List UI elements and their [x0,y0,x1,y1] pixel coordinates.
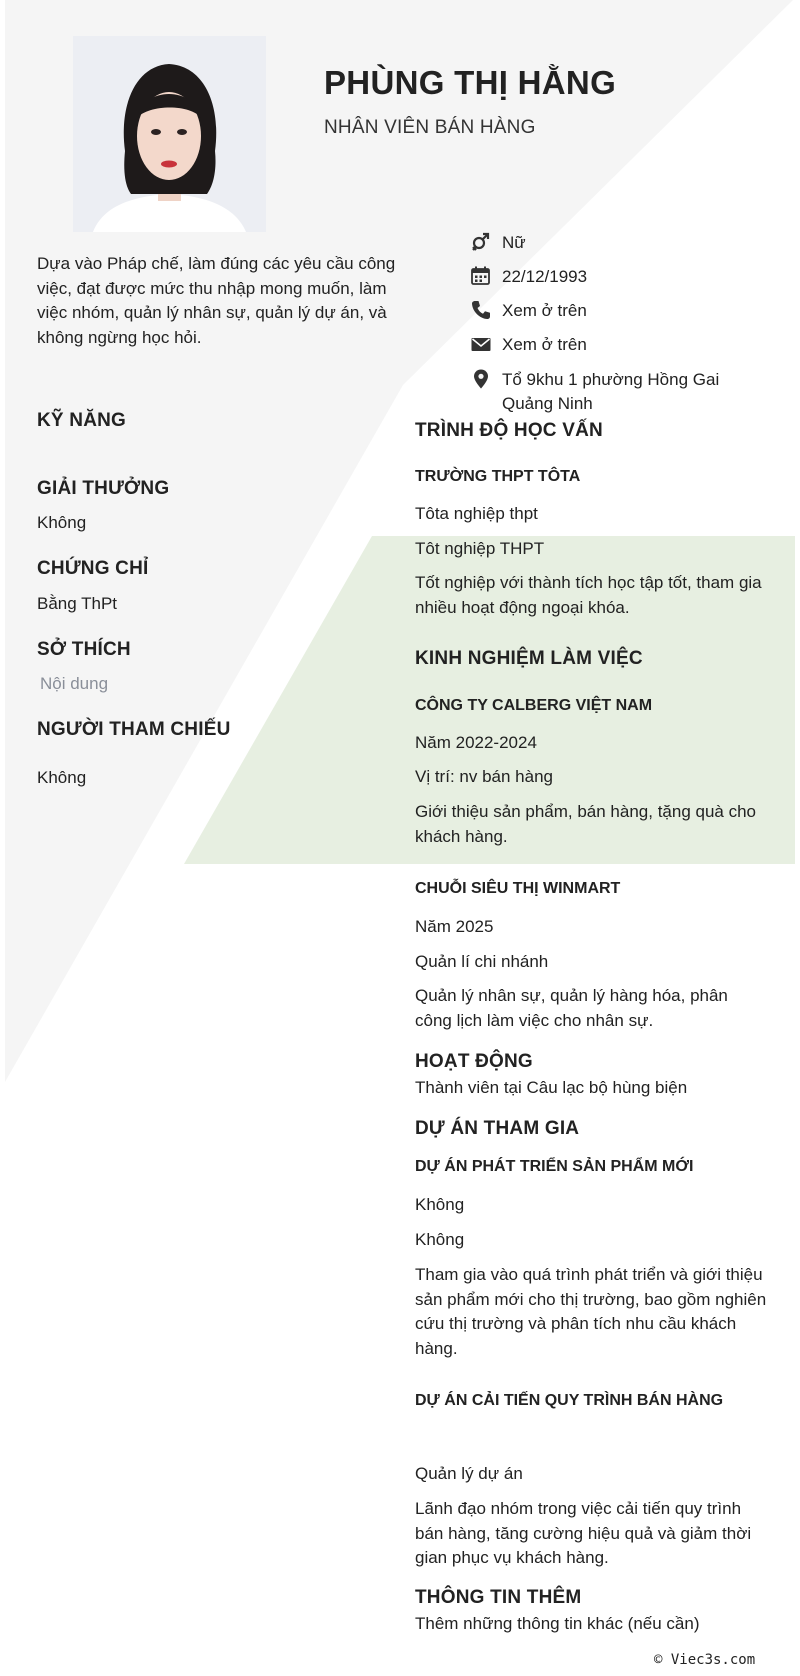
certificates-heading: CHỨNG CHỈ [37,558,149,579]
hobbies-heading: SỞ THÍCH [37,639,131,660]
email-icon [470,333,492,355]
hobbies-value: Nội dung [40,674,109,693]
watermark: © Viec3s.com [654,1652,756,1668]
project-2-title: DỰ ÁN CẢI TIẾN QUY TRÌNH BÁN HÀNG [415,1392,724,1409]
project-2-description: Lãnh đạo nhóm trong việc cải tiến quy trình bán hàng, tăng cường hiệu quả và giảm thời gian phục vụ khách hàng. [415,1499,752,1567]
project-1-description: Tham gia vào quá trình phát triển và giới thiệu sản phẩm mới cho thị trường, bao gồm nghiên cứu thị trường và phân tích nhu cầu khách hàng. [415,1265,767,1358]
education-heading: TRÌNH ĐỘ HỌC VẤN [415,420,603,441]
job-2-description: Quản lý nhân sự, quản lý hàng hóa, phân công lịch làm việc cho nhân sự. [415,986,728,1030]
job-1-company: CÔNG TY CALBERG VIỆT NAM [415,697,653,714]
awards-value: Không [37,513,87,532]
email-value: Xem ở trên [502,335,587,354]
phone-value: Xem ở trên [502,301,587,320]
project-2-line-2: Quản lý dự án [415,1464,523,1483]
gender-value: Nữ [502,233,526,252]
project-1-line-2: Không [415,1230,465,1249]
experience-heading: KINH NGHIỆM LÀM VIỆC [415,648,643,669]
contact-email [470,333,762,363]
job-title: NHÂN VIÊN BÁN HÀNG [324,117,536,138]
candidate-name: PHÙNG THỊ HẰNG [324,64,617,101]
contact-phone [470,299,762,329]
references-value: Không [37,768,87,787]
project-1-title: DỰ ÁN PHÁT TRIỂN SẢN PHẨM MỚI [415,1158,694,1175]
calendar-icon [470,265,492,287]
certificates-value: Bằng ThPt [37,594,118,613]
gender-icon [470,231,492,253]
skills-heading: KỸ NĂNG [37,410,127,431]
activities-heading: HOẠT ĐỘNG [415,1051,533,1072]
extra-info-heading: THÔNG TIN THÊM [415,1587,582,1608]
school-name: TRƯỜNG THPT TÔTA [415,468,581,485]
references-heading: NGƯỜI THAM CHIẾU [37,719,231,740]
location-icon [470,368,492,390]
extra-info-text: Thêm những thông tin khác (nếu cần) [415,1614,700,1633]
address-value: Tổ 9khu 1 phường Hồng Gai Quảng Ninh [502,370,720,413]
phone-icon [470,299,492,321]
career-objective: Dựa vào Pháp chế, làm đúng các yêu cầu công việc, đạt được mức thu nhập mong muốn, làm việc nhóm, quản lý nhân sự, quản lý dự án, và không ngừng học hỏi. [37,254,396,347]
activities-text: Thành viên tại Câu lạc bộ hùng biện [415,1078,688,1097]
job-2-period: Năm 2025 [415,917,494,936]
project-1-line-1: Không [415,1195,465,1214]
job-1-description: Giới thiệu sản phẩm, bán hàng, tặng quà cho khách hàng. [415,802,756,846]
projects-heading: DỰ ÁN THAM GIA [415,1118,580,1139]
birthday-value: 22/12/1993 [502,267,588,286]
awards-heading: GIẢI THƯỞNG [37,478,170,499]
contact-birthday [470,265,762,295]
education-line-2: Tôt nghiệp THPT [415,539,545,558]
education-line-1: Tôta nghiệp thpt [415,504,538,523]
job-2-company: CHUỖI SIÊU THỊ WINMART [415,880,621,897]
education-description: Tốt nghiệp với thành tích học tập tốt, tham gia nhiều hoạt động ngoại khóa. [415,573,762,617]
contact-gender [470,231,762,261]
job-2-position: Quản lí chi nhánh [415,952,549,971]
contact-address [470,368,762,418]
job-1-position: Vị trí: nv bán hàng [415,767,553,786]
job-1-period: Năm 2022-2024 [415,733,537,752]
profile-photo [73,36,266,232]
